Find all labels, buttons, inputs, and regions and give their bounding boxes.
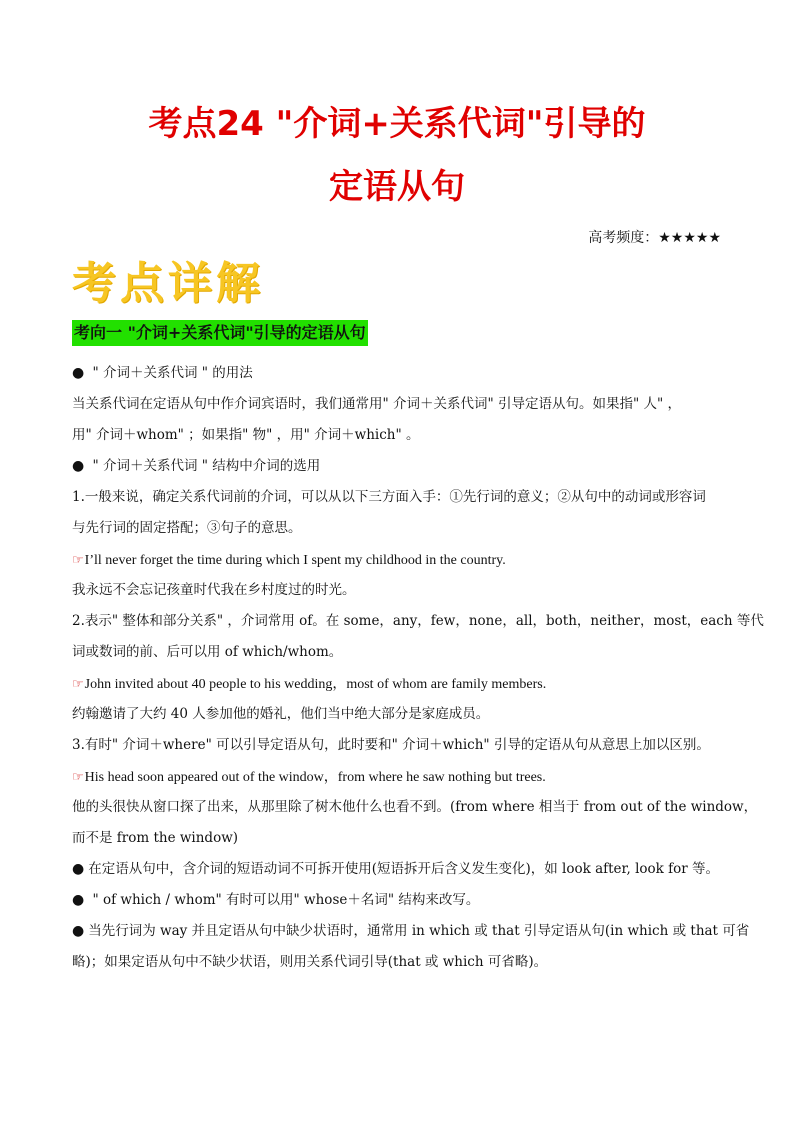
bullet-icon: ● bbox=[72, 861, 85, 877]
bullet-line bbox=[72, 916, 750, 947]
text-line bbox=[72, 637, 732, 668]
line-text: 3.有时" 介词＋where" 可以引导定语从句，此时要和" 介词＋which" 引导的定语从句从意思上加以区别。 bbox=[72, 737, 710, 753]
line-text: 略)；如果定语从句中不缺少状语，则用关系代词引导(that 或 which 可省略)。 bbox=[72, 954, 548, 970]
line-text: " of which / whom" 有时可以用" whose＋名词" 结构来改写。 bbox=[88, 892, 480, 908]
text-line bbox=[72, 947, 732, 978]
line-text: 词或数词的前、后可以用 of which/whom。 bbox=[72, 644, 343, 660]
line-text: " 介词＋关系代词 " 结构中介词的选用 bbox=[88, 458, 321, 474]
text-line bbox=[72, 420, 732, 451]
text-line bbox=[72, 575, 732, 606]
section-banner: 考点详解 bbox=[72, 258, 264, 309]
example-line bbox=[72, 544, 732, 575]
line-text: 当先行词为 way 并且定语从句中缺少状语时，通常用 in which 或 that 引导定语从句(in which 或 that 可省 bbox=[88, 923, 750, 939]
page-title-line-2: 定语从句 bbox=[329, 167, 465, 207]
line-text: 我永远不会忘记孩童时代我在乡村度过的时光。 bbox=[72, 582, 356, 598]
line-text: 而不是 from the window) bbox=[72, 830, 239, 846]
page-title-line-1: 考点24 "介词+关系代词"引导的 bbox=[148, 104, 646, 144]
line-text: I’ll never forget the time during which I spent my childhood in the country. bbox=[84, 553, 506, 568]
text-line bbox=[72, 389, 732, 420]
bullet-icon: ● bbox=[72, 892, 85, 908]
line-text: 在定语从句中，含介词的短语动词不可拆开使用(短语拆开后含义发生变化)，如 look after, look for 等。 bbox=[88, 861, 720, 877]
text-line bbox=[72, 606, 764, 637]
bullet-line bbox=[72, 358, 732, 389]
frequency-stars: ★★★★★ bbox=[658, 230, 721, 246]
bullet-line bbox=[72, 854, 732, 885]
exam-frequency bbox=[588, 227, 721, 247]
line-text: His head soon appeared out of the window，from where he saw nothing but trees. bbox=[84, 770, 546, 785]
frequency-label: 高考频度： bbox=[588, 230, 659, 246]
bullet-icon: ● bbox=[72, 923, 85, 939]
bullet-icon: ● bbox=[72, 458, 85, 474]
pointing-hand-icon: ☞ bbox=[72, 769, 84, 784]
text-line bbox=[72, 513, 732, 544]
line-text: " 介词＋关系代词 " 的用法 bbox=[88, 365, 253, 381]
line-text: 与先行词的固定搭配；③句子的意思。 bbox=[72, 520, 302, 536]
pointing-hand-icon: ☞ bbox=[72, 676, 84, 691]
body-text bbox=[72, 358, 764, 978]
example-line bbox=[72, 668, 732, 699]
text-line bbox=[72, 823, 732, 854]
line-text: 用" 介词＋whom" ；如果指" 物" ，用" 介词＋which" 。 bbox=[72, 427, 420, 443]
line-text: 1.一般来说，确定关系代词前的介词，可以从以下三方面入手：①先行词的意义；②从句中的动词或形容词 bbox=[72, 489, 706, 505]
line-text: 2.表示" 整体和部分关系" ，介词常用 of。在 some，any，few，none，all，both，neither，most，each 等代 bbox=[72, 613, 764, 629]
line-text: John invited about 40 people to his wedding，most of whom are family members. bbox=[84, 677, 547, 692]
bullet-line bbox=[72, 885, 732, 916]
bullet-icon: ● bbox=[72, 365, 85, 381]
line-text: 当关系代词在定语从句中作介词宾语时，我们通常用" 介词＋关系代词" 引导定语从句。如果指" 人" ， bbox=[72, 396, 682, 412]
pointing-hand-icon: ☞ bbox=[72, 552, 84, 567]
text-line bbox=[72, 730, 732, 761]
section-heading: 考向一 "介词+关系代词"引导的定语从句 bbox=[72, 320, 368, 346]
line-text: 他的头很快从窗口探了出来，从那里除了树木他什么也看不到。(from where 相当于 from out of the window， bbox=[72, 799, 758, 815]
line-text: 约翰邀请了大约 40 人参加他的婚礼，他们当中绝大部分是家庭成员。 bbox=[72, 706, 490, 722]
text-line bbox=[72, 482, 732, 513]
text-line bbox=[72, 792, 758, 823]
text-line bbox=[72, 699, 732, 730]
bullet-line bbox=[72, 451, 732, 482]
example-line bbox=[72, 761, 732, 792]
